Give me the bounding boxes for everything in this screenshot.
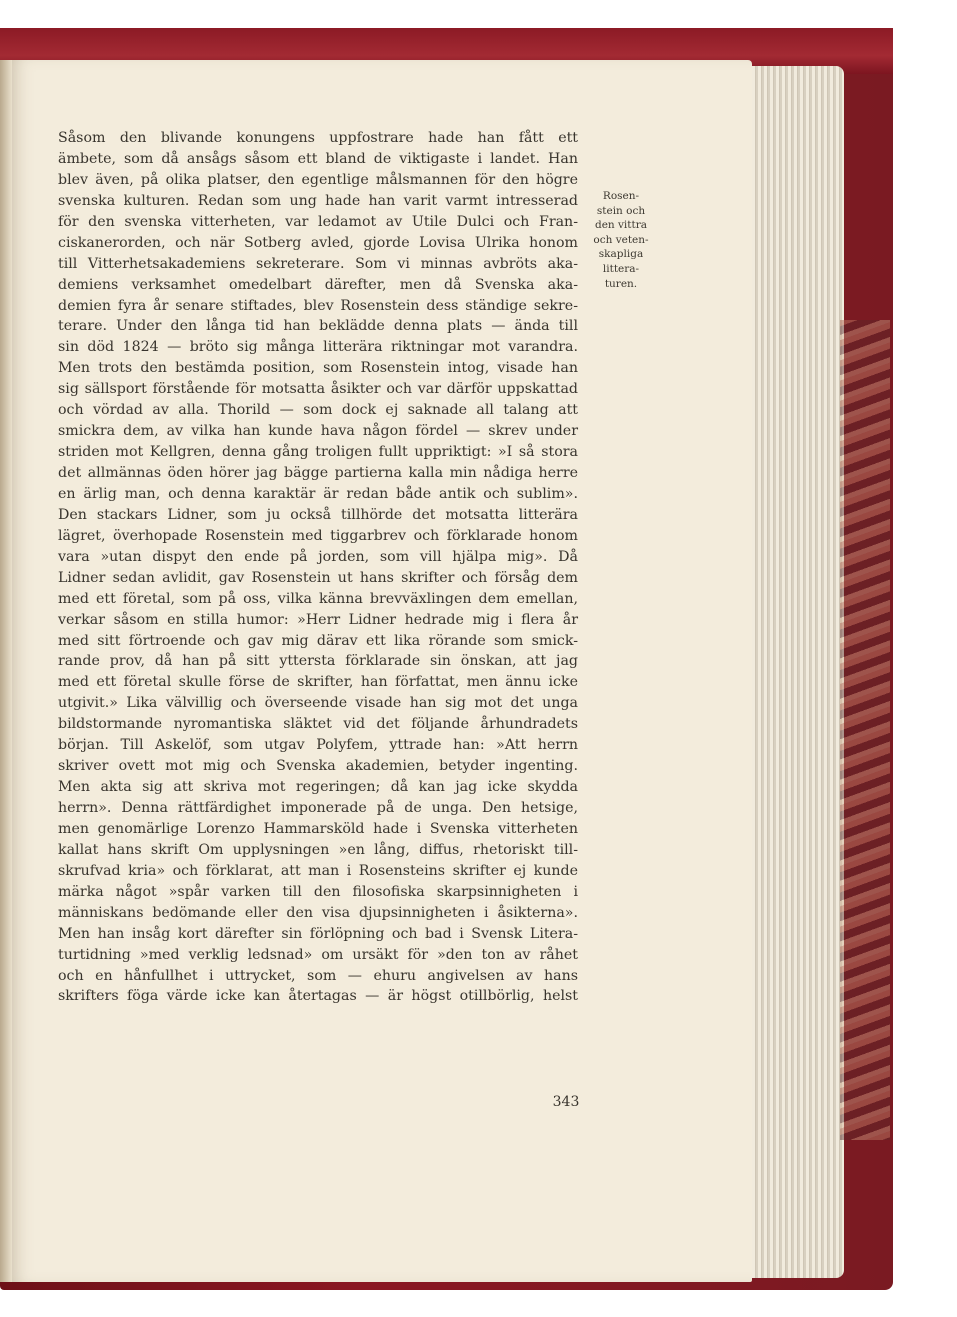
text-line: demiens verksamhet omedelbart därefter, men då Svenska aka-	[58, 276, 578, 293]
text-line: en ärlig man, och denna karaktär är redan både antik och sublim».	[58, 485, 578, 502]
marginal-note	[590, 189, 652, 291]
text-line: turtidning »med verklig ledsnad» om ursäkt för »den ton av råhet	[58, 946, 578, 963]
marginal-note-line: Rosen-	[602, 190, 640, 202]
text-line: för den svenska vitterheten, var ledamot av Utile Dulci och Fran-	[58, 213, 578, 230]
text-line: bildstormande nyromantiska släktet vid det följande århundradets	[58, 716, 578, 733]
body-text	[58, 128, 578, 1007]
text-line: Men akta sig att skriva mot regeringen; då kan jag icke skydda	[58, 779, 578, 796]
text-line: ämbete, som då ansågs såsom ett bland de viktigaste i landet. Han	[58, 150, 578, 167]
text-line: utgivit.» Lika välvillig och överseende visade han sig mot det unga	[58, 695, 578, 712]
text-line: blev även, på olika platser, den egentlige målsmannen för den högre	[58, 171, 578, 188]
text-line: det allmännas öden hörer jag bägge partierna kalla min nådiga herre	[58, 465, 578, 481]
text-line: demien fyra år senare stiftades, blev Rosenstein dess ständige sekre-	[58, 297, 578, 314]
text-line: rande prov, då han på sitt yttersta förklarade sin önskan, att jag	[58, 653, 578, 670]
text-line: svenska kulturen. Redan som ung hade han varit varmt intresserad	[58, 192, 578, 209]
text-line: Såsom den blivande konungens uppfostrare hade han fått ett	[58, 130, 578, 146]
text-line: till Vitterhetsakademiens sekreterare. Som vi minnas avbröts aka-	[58, 255, 578, 272]
text-line: början. Till Askelöf, som utgav Polyfem, yttrade han: »Att herrn	[58, 737, 578, 754]
text-line: vara »utan dispyt den ende på jorden, som vill hjälpa mig». Då	[58, 548, 578, 565]
marginal-note-line: turen.	[604, 277, 638, 290]
text-line: smickra dem, av vilka han kunde hava någon fördel — skrev under	[58, 423, 578, 440]
text-line: sig sällsport förstående för motsatta åsikter och var därför uppskattad	[58, 381, 578, 398]
text-line: med ett företal skulle förse de skrifter, han författat, men ännu icke	[58, 674, 578, 691]
marginal-note-line: och veten-	[593, 233, 649, 246]
text-line: märka något »spår varken till den filosofiska skarpsinnigheten i	[58, 883, 578, 900]
marbled-edge	[840, 320, 890, 1140]
text-line: herrn». Denna rättfärdighet imponerade på de unga. Den hetsige,	[58, 800, 578, 816]
page-number: 343	[552, 1094, 580, 1110]
text-line: striden mot Kellgren, denna gång troligen fullt uppriktigt: »I så stora	[58, 444, 578, 461]
text-line: människans bedömande eller den visa djupsinnigheten i åsikterna».	[58, 904, 578, 921]
text-line: Lidner sedan avlidit, gav Rosenstein ut hans skrifter och försåg dem	[58, 569, 578, 586]
text-line: skrifters föga värde icke kan återtagas — är högst otillbörlig, helst	[58, 988, 578, 1005]
text-line: skriver ovett mot mig och Svenska akademien, betyder ingenting.	[58, 758, 578, 775]
marginal-note-line: skapliga	[598, 248, 644, 261]
text-line: sin död 1824 — bröto sig många litterära riktningar mot varandra.	[58, 339, 578, 356]
text-line: terare. Under den långa tid han beklädde denna plats — ända till	[58, 318, 578, 335]
text-line: Den stackars Lidner, som ju också tillhörde det motsatta litterära	[58, 506, 578, 523]
marginal-note-line: littera-	[602, 262, 640, 275]
text-line: Men trots den bestämda position, som Rosenstein intog, visade han	[58, 360, 578, 377]
text-line: kallat hans skrift Om upplysningen »en lång, diffus, rhetoriskt till-	[58, 841, 578, 858]
page-gutter	[0, 60, 12, 1282]
text-line: skrufvad kria» och förklarat, att man i Rosensteins skrifter ej kunde	[58, 862, 578, 879]
text-line: med sitt förtroende och gav mig därav ett lika rörande som smick-	[58, 632, 578, 649]
text-line: med ett företal, som på oss, vilka känna brevväxlingen dem emellan,	[58, 590, 578, 607]
marginal-note-line: den vittra	[594, 219, 648, 232]
text-line: och en hånfullhet i uttrycket, som — ehuru angivelsen av hans	[58, 967, 578, 984]
page-stack-edges	[744, 66, 844, 1278]
text-line: verkar såsom en stilla humor: »Herr Lidner hedrade mig i flera år	[58, 611, 578, 628]
text-line: ciskanerorden, och när Sotberg avled, gjorde Lovisa Ulrika honom	[58, 234, 578, 251]
text-line: och vördad av alla. Thorild — som dock ej saknade all talang att	[58, 402, 578, 419]
text-line: men genomärlige Lorenzo Hammarsköld hade i Svenska vitterheten	[58, 820, 578, 837]
text-line: Men han insåg kort därefter sin förlöpning och bad i Svensk Litera-	[58, 925, 578, 942]
marginal-note-line: stein och	[596, 204, 646, 217]
text-line: lägret, överhopade Rosenstein med tiggarbrev och förklarade honom	[58, 527, 578, 544]
